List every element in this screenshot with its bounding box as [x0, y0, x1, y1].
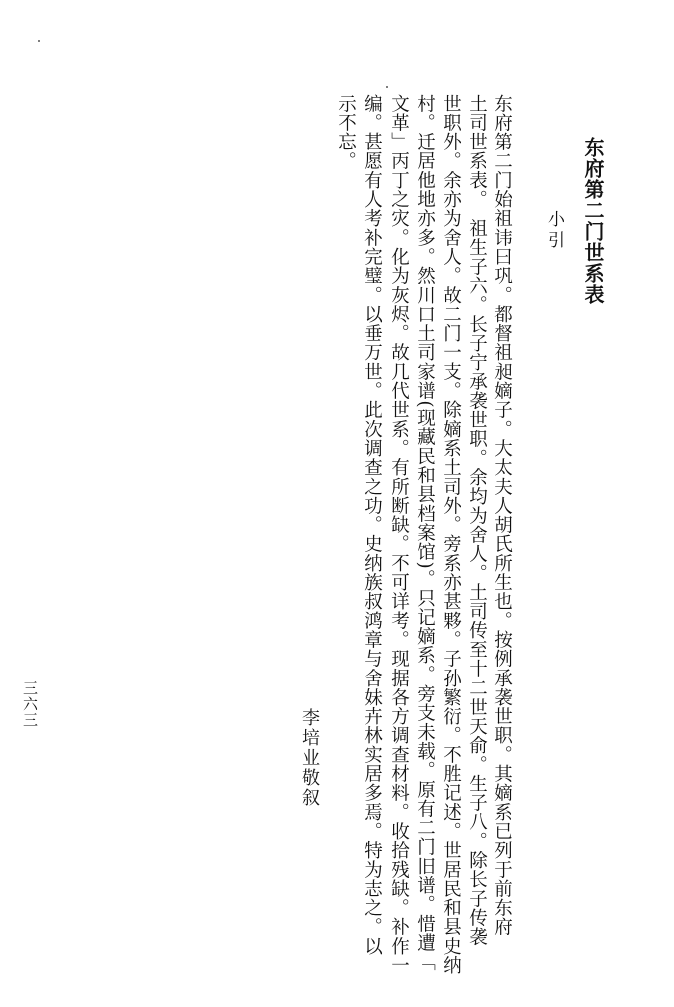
- body-line: 土司世系表。 祖生子六。长子宁承袭世职。余均为舍人。土司传至十二世天俞。生子八。除长子传袭: [466, 94, 488, 947]
- body-line: 示不忘。: [335, 94, 357, 171]
- body-line: 东府第二门始祖讳曰巩。都督祖昶嫡子。大太夫人胡氏所生也。按例承袭世职。其嫡系已列于前东府: [491, 94, 513, 937]
- body-line: 世职外。余亦为舍人。故二门一支。除嫡系土司外。旁系亦甚夥。子孙繁衍。不胜记述。世居民和县史纳: [440, 94, 462, 975]
- section-subtitle: 小引: [544, 210, 564, 252]
- body-line: 文革」丙丁之灾。化为灰烬。故几代世系。有所断缺。不可详考。现据各方调查材料。收拾残缺。补作一: [388, 94, 410, 975]
- page-title: 东府第二门世系表: [581, 137, 605, 305]
- scan-speck: [386, 86, 388, 88]
- author-signature: 李培业敬叙: [299, 708, 320, 808]
- body-line: 编。甚愿有人考补完璧。以垂万世。此次调查之功。史纳族叔鸿章与舍妹卉林实居多焉。特为志之。以: [361, 94, 383, 956]
- page-number: 三六三: [21, 680, 39, 728]
- body-line: 村。迁居他地亦多。然川口土司家谱(现藏民和县档案馆)。只记嫡系。旁支未载。原有二门旧谱。惜遭「: [414, 94, 436, 972]
- scan-speck: [38, 40, 40, 42]
